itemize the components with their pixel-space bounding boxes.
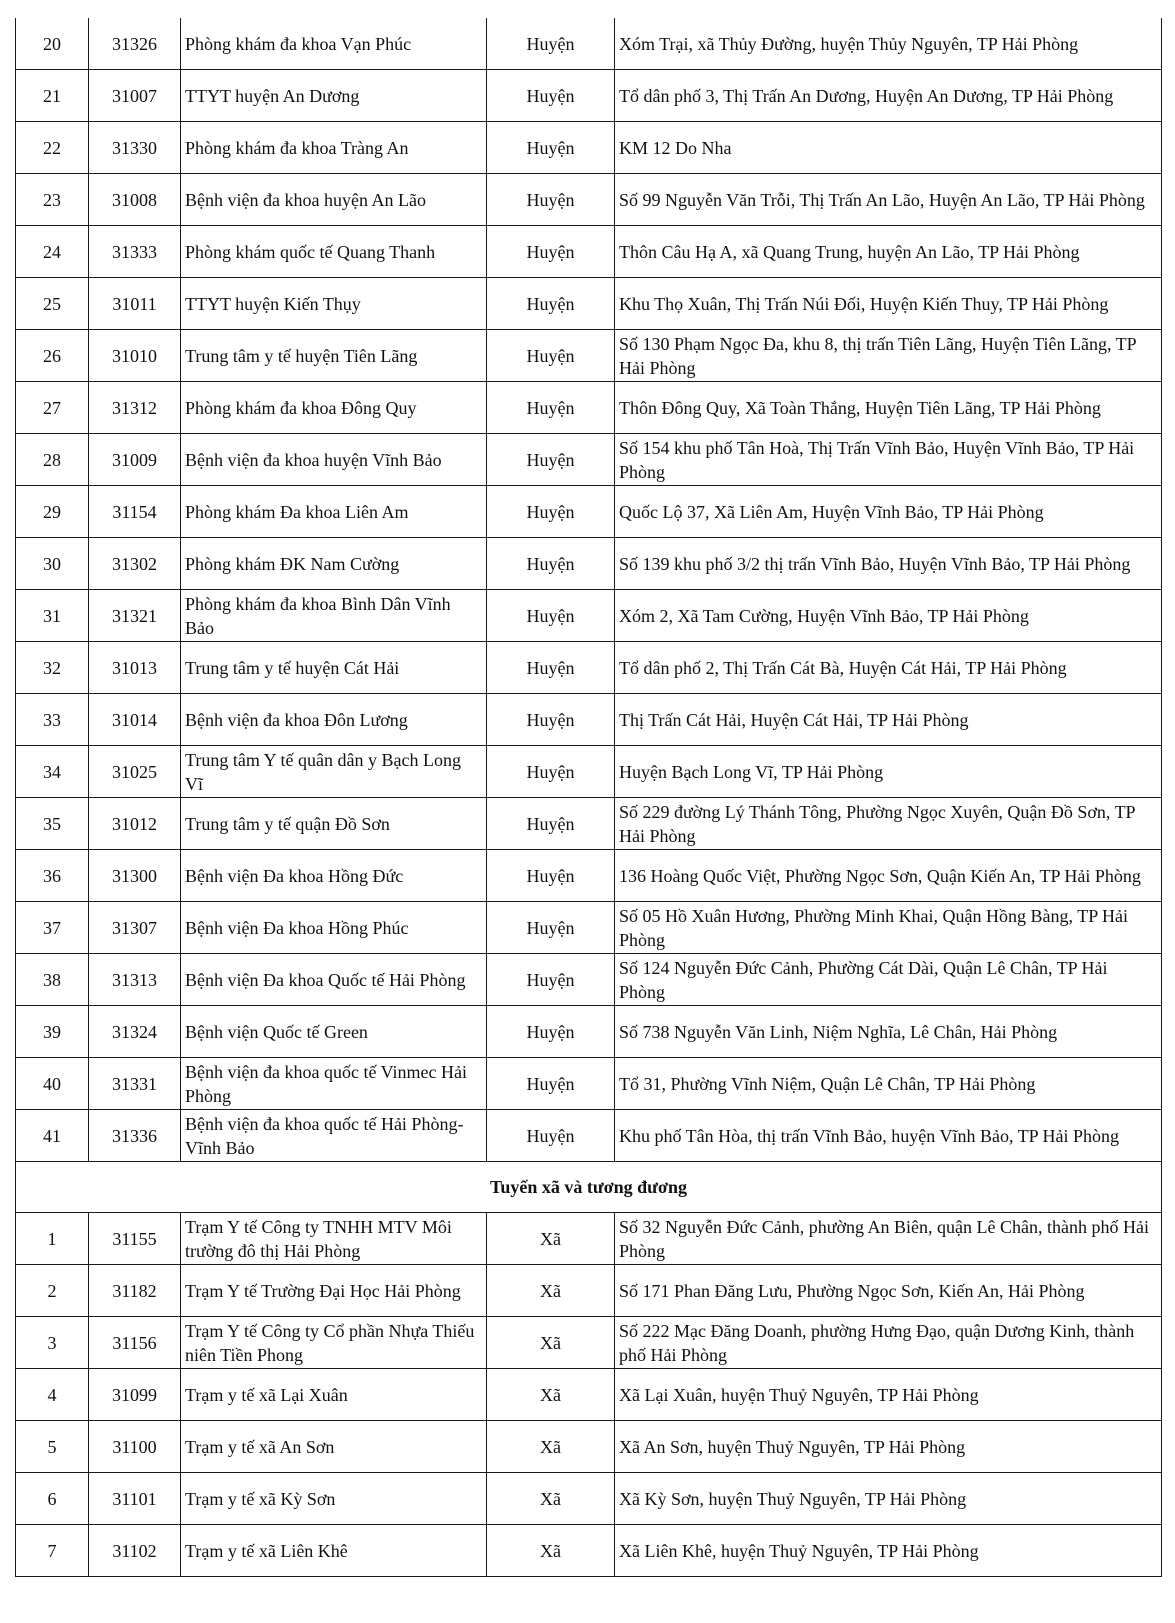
row-number: 32 [16, 642, 89, 694]
table-row [16, 174, 1162, 226]
row-number: 41 [16, 1110, 89, 1162]
facility-address: Xã Liên Khê, huyện Thuỷ Nguyên, TP Hải Phòng [615, 1525, 1162, 1577]
facility-code: 31336 [89, 1110, 181, 1162]
facility-address: Số 124 Nguyễn Đức Cảnh, Phường Cát Dài, Quận Lê Chân, TP Hải Phòng [615, 954, 1162, 1006]
facility-address: Huyện Bạch Long Vĩ, TP Hải Phòng [615, 746, 1162, 798]
facility-name: Phòng khám quốc tế Quang Thanh [181, 226, 487, 278]
table-row [16, 1265, 1162, 1317]
facility-level: Huyện [487, 122, 615, 174]
facility-level: Huyện [487, 1058, 615, 1110]
facility-level: Xã [487, 1473, 615, 1525]
facility-code: 31010 [89, 330, 181, 382]
table-row [16, 642, 1162, 694]
facility-name: Phòng khám ĐK Nam Cường [181, 538, 487, 590]
table-row [16, 1110, 1162, 1162]
facility-name: Bệnh viện Đa khoa Quốc tế Hải Phòng [181, 954, 487, 1006]
facility-level: Huyện [487, 538, 615, 590]
facility-address: Xóm 2, Xã Tam Cường, Huyện Vĩnh Bảo, TP Hải Phòng [615, 590, 1162, 642]
facility-address: Số 222 Mạc Đăng Doanh, phường Hưng Đạo, quận Dương Kinh, thành phố Hải Phòng [615, 1317, 1162, 1369]
facility-code: 31302 [89, 538, 181, 590]
facility-address: Số 171 Phan Đăng Lưu, Phường Ngọc Sơn, Kiến An, Hải Phòng [615, 1265, 1162, 1317]
table-row [16, 226, 1162, 278]
table-row [16, 746, 1162, 798]
facility-level: Huyện [487, 174, 615, 226]
facility-code: 31156 [89, 1317, 181, 1369]
table-row [16, 1421, 1162, 1473]
table-row [16, 1369, 1162, 1421]
facility-code: 31099 [89, 1369, 181, 1421]
row-number: 24 [16, 226, 89, 278]
table-row [16, 902, 1162, 954]
row-number: 6 [16, 1473, 89, 1525]
row-number: 38 [16, 954, 89, 1006]
facility-level: Huyện [487, 746, 615, 798]
facility-level: Xã [487, 1369, 615, 1421]
facility-name: Bệnh viện đa khoa quốc tế Hải Phòng-Vĩnh Bảo [181, 1110, 487, 1162]
table-row [16, 122, 1162, 174]
facility-level: Huyện [487, 902, 615, 954]
row-number: 7 [16, 1525, 89, 1577]
row-number: 25 [16, 278, 89, 330]
table-row [16, 1473, 1162, 1525]
table-row [16, 798, 1162, 850]
facility-code: 31330 [89, 122, 181, 174]
facility-name: Trạm Y tế Trường Đại Học Hải Phòng [181, 1265, 487, 1317]
facility-level: Huyện [487, 434, 615, 486]
facility-code: 31307 [89, 902, 181, 954]
facility-level: Xã [487, 1525, 615, 1577]
facility-name: Trạm y tế xã Liên Khê [181, 1525, 487, 1577]
facility-address: Xã Kỳ Sơn, huyện Thuỷ Nguyên, TP Hải Phòng [615, 1473, 1162, 1525]
facility-name: Phòng khám đa khoa Tràng An [181, 122, 487, 174]
facility-code: 31326 [89, 18, 181, 70]
facility-code: 31007 [89, 70, 181, 122]
facility-name: Trung tâm Y tế quân dân y Bạch Long Vĩ [181, 746, 487, 798]
facility-code: 31324 [89, 1006, 181, 1058]
row-number: 4 [16, 1369, 89, 1421]
facility-address: Tổ dân phố 2, Thị Trấn Cát Bà, Huyện Cát Hải, TP Hải Phòng [615, 642, 1162, 694]
table-row [16, 1058, 1162, 1110]
facility-name: Phòng khám đa khoa Vạn Phúc [181, 18, 487, 70]
facility-name: Bệnh viện Quốc tế Green [181, 1006, 487, 1058]
facility-level: Huyện [487, 1006, 615, 1058]
facility-name: Trạm Y tế Công ty Cổ phần Nhựa Thiếu niên Tiền Phong [181, 1317, 487, 1369]
facility-table-body [16, 18, 1162, 1577]
facility-address: Số 229 đường Lý Thánh Tông, Phường Ngọc Xuyên, Quận Đồ Sơn, TP Hải Phòng [615, 798, 1162, 850]
facility-level: Huyện [487, 330, 615, 382]
facility-name: Bệnh viện đa khoa huyện Vĩnh Bảo [181, 434, 487, 486]
facility-address: Số 05 Hồ Xuân Hương, Phường Minh Khai, Quận Hồng Bàng, TP Hải Phòng [615, 902, 1162, 954]
facility-code: 31100 [89, 1421, 181, 1473]
facility-address: Số 130 Phạm Ngọc Đa, khu 8, thị trấn Tiên Lãng, Huyện Tiên Lãng, TP Hải Phòng [615, 330, 1162, 382]
section-header-row [16, 1162, 1162, 1213]
facility-level: Huyện [487, 486, 615, 538]
table-row [16, 434, 1162, 486]
row-number: 23 [16, 174, 89, 226]
section-title: Tuyến xã và tương đương [16, 1162, 1162, 1213]
facility-code: 31321 [89, 590, 181, 642]
row-number: 20 [16, 18, 89, 70]
facility-level: Huyện [487, 590, 615, 642]
facility-level: Huyện [487, 1110, 615, 1162]
facility-name: Bệnh viện đa khoa huyện An Lão [181, 174, 487, 226]
row-number: 40 [16, 1058, 89, 1110]
table-row [16, 850, 1162, 902]
facility-level: Huyện [487, 70, 615, 122]
facility-code: 31012 [89, 798, 181, 850]
facility-code: 31025 [89, 746, 181, 798]
facility-code: 31009 [89, 434, 181, 486]
row-number: 22 [16, 122, 89, 174]
facility-name: Trung tâm y tế huyện Cát Hải [181, 642, 487, 694]
facility-address: Số 139 khu phố 3/2 thị trấn Vĩnh Bảo, Huyện Vĩnh Bảo, TP Hải Phòng [615, 538, 1162, 590]
facility-table [15, 18, 1162, 1577]
facility-code: 31011 [89, 278, 181, 330]
facility-code: 31333 [89, 226, 181, 278]
facility-name: Trung tâm y tế huyện Tiên Lãng [181, 330, 487, 382]
row-number: 1 [16, 1213, 89, 1265]
table-row [16, 70, 1162, 122]
facility-code: 31300 [89, 850, 181, 902]
facility-level: Huyện [487, 954, 615, 1006]
facility-name: TTYT huyện An Dương [181, 70, 487, 122]
facility-code: 31154 [89, 486, 181, 538]
row-number: 39 [16, 1006, 89, 1058]
facility-table-page [15, 18, 1161, 1577]
table-row [16, 278, 1162, 330]
facility-address: Xã An Sơn, huyện Thuỷ Nguyên, TP Hải Phòng [615, 1421, 1162, 1473]
facility-name: Bệnh viện Đa khoa Hồng Đức [181, 850, 487, 902]
row-number: 3 [16, 1317, 89, 1369]
table-row [16, 382, 1162, 434]
table-row [16, 330, 1162, 382]
row-number: 26 [16, 330, 89, 382]
row-number: 28 [16, 434, 89, 486]
facility-level: Huyện [487, 382, 615, 434]
facility-name: Bệnh viện đa khoa Đôn Lương [181, 694, 487, 746]
facility-name: Phòng khám Đa khoa Liên Am [181, 486, 487, 538]
facility-address: Thôn Đông Quy, Xã Toàn Thắng, Huyện Tiên Lãng, TP Hải Phòng [615, 382, 1162, 434]
facility-address: Khu phố Tân Hòa, thị trấn Vĩnh Bảo, huyện Vĩnh Bảo, TP Hải Phòng [615, 1110, 1162, 1162]
row-number: 35 [16, 798, 89, 850]
facility-code: 31101 [89, 1473, 181, 1525]
facility-name: Trạm y tế xã Lại Xuân [181, 1369, 487, 1421]
facility-code: 31331 [89, 1058, 181, 1110]
facility-name: TTYT huyện Kiến Thụy [181, 278, 487, 330]
facility-name: Phòng khám đa khoa Bình Dân Vĩnh Bảo [181, 590, 487, 642]
table-row [16, 694, 1162, 746]
table-row [16, 18, 1162, 70]
table-row [16, 1006, 1162, 1058]
facility-level: Huyện [487, 850, 615, 902]
facility-address: Số 99 Nguyễn Văn Trỗi, Thị Trấn An Lão, Huyện An Lão, TP Hải Phòng [615, 174, 1162, 226]
facility-address: Xã Lại Xuân, huyện Thuỷ Nguyên, TP Hải Phòng [615, 1369, 1162, 1421]
facility-address: Thôn Câu Hạ A, xã Quang Trung, huyện An Lão, TP Hải Phòng [615, 226, 1162, 278]
facility-address: Số 738 Nguyễn Văn Linh, Niệm Nghĩa, Lê Chân, Hải Phòng [615, 1006, 1162, 1058]
facility-name: Trung tâm y tế quận Đồ Sơn [181, 798, 487, 850]
table-row [16, 1525, 1162, 1577]
row-number: 5 [16, 1421, 89, 1473]
facility-name: Bệnh viện đa khoa quốc tế Vinmec Hải Phòng [181, 1058, 487, 1110]
facility-address: Xóm Trại, xã Thủy Đường, huyện Thủy Nguyên, TP Hải Phòng [615, 18, 1162, 70]
row-number: 37 [16, 902, 89, 954]
facility-code: 31102 [89, 1525, 181, 1577]
table-row [16, 590, 1162, 642]
table-row [16, 1317, 1162, 1369]
facility-name: Trạm Y tế Công ty TNHH MTV Môi trường đô thị Hải Phòng [181, 1213, 487, 1265]
facility-address: Tổ dân phố 3, Thị Trấn An Dương, Huyện An Dương, TP Hải Phòng [615, 70, 1162, 122]
facility-address: Quốc Lộ 37, Xã Liên Am, Huyện Vĩnh Bảo, TP Hải Phòng [615, 486, 1162, 538]
facility-level: Xã [487, 1213, 615, 1265]
facility-address: 136 Hoàng Quốc Việt, Phường Ngọc Sơn, Quận Kiến An, TP Hải Phòng [615, 850, 1162, 902]
facility-name: Bệnh viện Đa khoa Hồng Phúc [181, 902, 487, 954]
facility-name: Trạm y tế xã An Sơn [181, 1421, 487, 1473]
row-number: 21 [16, 70, 89, 122]
row-number: 30 [16, 538, 89, 590]
table-row [16, 954, 1162, 1006]
facility-address: Số 32 Nguyễn Đức Cảnh, phường An Biên, quận Lê Chân, thành phố Hải Phòng [615, 1213, 1162, 1265]
table-row [16, 538, 1162, 590]
facility-level: Huyện [487, 798, 615, 850]
facility-code: 31155 [89, 1213, 181, 1265]
facility-level: Huyện [487, 18, 615, 70]
row-number: 31 [16, 590, 89, 642]
facility-name: Trạm y tế xã Kỳ Sơn [181, 1473, 487, 1525]
facility-level: Xã [487, 1421, 615, 1473]
row-number: 29 [16, 486, 89, 538]
facility-code: 31013 [89, 642, 181, 694]
facility-level: Huyện [487, 226, 615, 278]
table-row [16, 486, 1162, 538]
facility-address: KM 12 Do Nha [615, 122, 1162, 174]
facility-code: 31182 [89, 1265, 181, 1317]
row-number: 27 [16, 382, 89, 434]
facility-address: Khu Thọ Xuân, Thị Trấn Núi Đối, Huyện Kiến Thuy, TP Hải Phòng [615, 278, 1162, 330]
facility-level: Huyện [487, 278, 615, 330]
facility-code: 31014 [89, 694, 181, 746]
facility-name: Phòng khám đa khoa Đông Quy [181, 382, 487, 434]
facility-code: 31312 [89, 382, 181, 434]
facility-level: Huyện [487, 694, 615, 746]
facility-level: Xã [487, 1265, 615, 1317]
facility-address: Thị Trấn Cát Hải, Huyện Cát Hải, TP Hải Phòng [615, 694, 1162, 746]
facility-code: 31008 [89, 174, 181, 226]
facility-level: Xã [487, 1317, 615, 1369]
facility-address: Tổ 31, Phường Vĩnh Niệm, Quận Lê Chân, TP Hải Phòng [615, 1058, 1162, 1110]
facility-level: Huyện [487, 642, 615, 694]
row-number: 2 [16, 1265, 89, 1317]
facility-code: 31313 [89, 954, 181, 1006]
facility-address: Số 154 khu phố Tân Hoà, Thị Trấn Vĩnh Bảo, Huyện Vĩnh Bảo, TP Hải Phòng [615, 434, 1162, 486]
row-number: 33 [16, 694, 89, 746]
row-number: 36 [16, 850, 89, 902]
table-row [16, 1213, 1162, 1265]
row-number: 34 [16, 746, 89, 798]
